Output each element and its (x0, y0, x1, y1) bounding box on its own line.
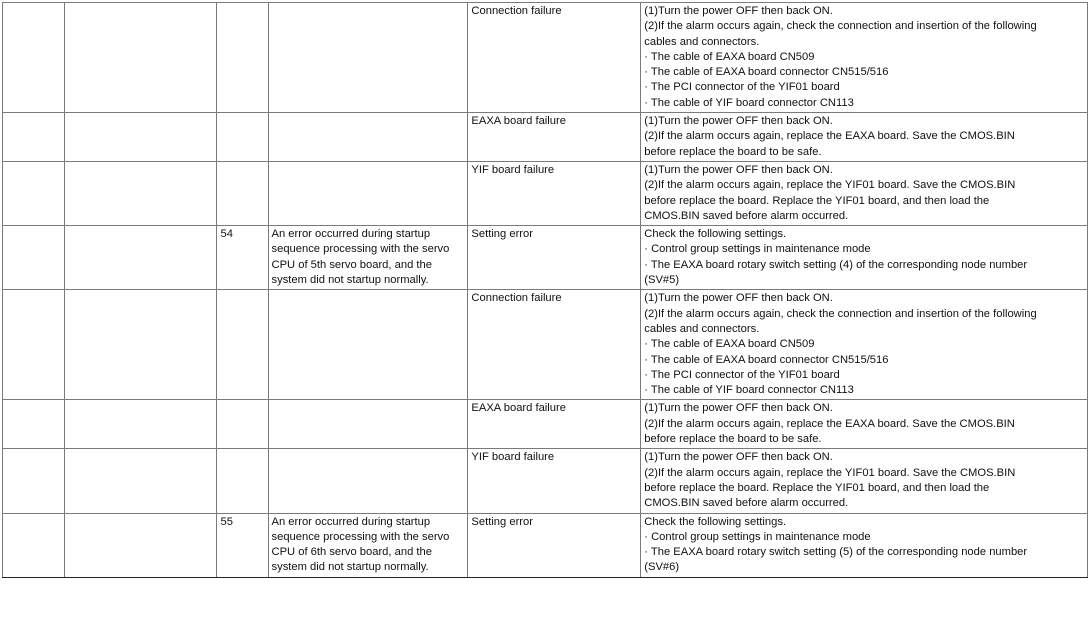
alarm-description: An error occurred during startup sequence processing with the servo CPU of 5th servo board, and the system did not startup normally. (271, 228, 450, 287)
remedy-line: (1)Turn the power OFF then back ON. (644, 451, 833, 464)
remedy-cell (641, 161, 1088, 225)
remedy-line: (1)Turn the power OFF then back ON. (644, 292, 833, 305)
remedy-cell (641, 449, 1088, 513)
remedy-line: (2)If the alarm occurs again, check the connection and insertion of the following (644, 20, 1037, 33)
table-row (3, 400, 1088, 449)
alarm-description: An error occurred during startup sequence processing with the servo CPU of 6th servo board, and the system did not startup normally. (271, 515, 450, 574)
table-row (3, 449, 1088, 513)
alarm-table-body (3, 3, 1088, 578)
blank-cell-b (65, 161, 217, 225)
remedy-line: · The cable of YIF board connector CN113 (644, 96, 854, 109)
remedy-line: before replace the board to be safe. (644, 433, 822, 446)
remedy-cell (641, 3, 1088, 113)
remedy-cell (641, 400, 1088, 449)
alarm-description-cell (268, 161, 468, 225)
alarm-number-cell (217, 400, 268, 449)
table-row (3, 513, 1088, 577)
alarm-description-cell (268, 113, 468, 162)
remedy-line: (2)If the alarm occurs again, replace the EAXA board. Save the CMOS.BIN (644, 130, 1015, 143)
cause-text: YIF board failure (471, 163, 555, 176)
alarm-description-cell (268, 400, 468, 449)
remedy-line: (2)If the alarm occurs again, check the connection and insertion of the following (644, 307, 1037, 320)
alarm-description-cell (268, 449, 468, 513)
remedy-line: · The EAXA board rotary switch setting (5) of the corresponding node number (644, 546, 1028, 559)
blank-cell-b (65, 449, 217, 513)
cause-cell (468, 449, 641, 513)
blank-cell-a (3, 449, 65, 513)
remedy-line: CMOS.BIN saved before alarm occurred. (644, 209, 849, 222)
remedy-line: · The cable of EAXA board CN509 (644, 338, 815, 351)
remedy-line: (2)If the alarm occurs again, replace the YIF01 board. Save the CMOS.BIN (644, 466, 1016, 479)
alarm-number: 55 (220, 515, 233, 528)
alarm-description-cell (268, 513, 468, 577)
alarm-number-cell (217, 161, 268, 225)
blank-cell-b (65, 113, 217, 162)
remedy-line: · The cable of EAXA board CN509 (644, 50, 815, 63)
remedy-line: before replace the board to be safe. (644, 145, 822, 158)
table-row (3, 113, 1088, 162)
remedy-cell (641, 290, 1088, 400)
alarm-description-cell (268, 290, 468, 400)
remedy-line: (1)Turn the power OFF then back ON. (644, 5, 833, 17)
cause-text: EAXA board failure (471, 402, 566, 415)
cause-text: YIF board failure (471, 451, 555, 464)
remedy-line: cables and connectors. (644, 322, 760, 335)
alarm-number: 54 (220, 228, 233, 241)
remedy-line: · The cable of EAXA board connector CN515/516 (644, 66, 889, 79)
remedy-line: cables and connectors. (644, 35, 760, 48)
blank-cell-b (65, 400, 217, 449)
remedy-line: (1)Turn the power OFF then back ON. (644, 115, 833, 128)
remedy-line: Check the following settings. (644, 228, 787, 241)
blank-cell-a (3, 113, 65, 162)
remedy-cell (641, 113, 1088, 162)
remedy-cell (641, 513, 1088, 577)
remedy-line: (1)Turn the power OFF then back ON. (644, 163, 833, 176)
alarm-number-cell (217, 290, 268, 400)
cause-cell (468, 3, 641, 113)
remedy-line: before replace the board. Replace the YIF01 board, and then load the (644, 194, 990, 207)
cause-cell (468, 400, 641, 449)
cause-text: Connection failure (471, 292, 562, 305)
remedy-line: (2)If the alarm occurs again, replace the EAXA board. Save the CMOS.BIN (644, 417, 1015, 430)
blank-cell-a (3, 161, 65, 225)
alarm-number-cell (217, 513, 268, 577)
cause-text: Connection failure (471, 5, 562, 17)
blank-cell-a (3, 226, 65, 290)
remedy-line: (SV#5) (644, 274, 680, 287)
remedy-line: · The PCI connector of the YIF01 board (644, 368, 840, 381)
cause-cell (468, 226, 641, 290)
alarm-description-cell (268, 226, 468, 290)
remedy-line: · The cable of YIF board connector CN113 (644, 384, 854, 397)
cause-cell (468, 513, 641, 577)
alarm-number-cell (217, 449, 268, 513)
cause-cell (468, 113, 641, 162)
remedy-line: · The cable of EAXA board connector CN515/516 (644, 353, 889, 366)
blank-cell-b (65, 290, 217, 400)
cause-text: EAXA board failure (471, 115, 566, 128)
cause-cell (468, 290, 641, 400)
alarm-table (2, 2, 1088, 578)
alarm-description-cell (268, 3, 468, 113)
blank-cell-b (65, 226, 217, 290)
remedy-line: · The PCI connector of the YIF01 board (644, 81, 840, 94)
blank-cell-b (65, 3, 217, 113)
alarm-number-cell (217, 226, 268, 290)
remedy-line: CMOS.BIN saved before alarm occurred. (644, 497, 849, 510)
table-row (3, 3, 1088, 113)
cause-text: Setting error (471, 228, 533, 241)
remedy-line: · Control group settings in maintenance mode (644, 530, 871, 543)
remedy-line: · Control group settings in maintenance mode (644, 243, 871, 256)
remedy-line: (SV#6) (644, 561, 680, 574)
table-row (3, 290, 1088, 400)
remedy-line: Check the following settings. (644, 515, 787, 528)
cause-text: Setting error (471, 515, 533, 528)
remedy-line: (1)Turn the power OFF then back ON. (644, 402, 833, 415)
blank-cell-a (3, 290, 65, 400)
table-row (3, 161, 1088, 225)
table-row (3, 226, 1088, 290)
blank-cell-a (3, 513, 65, 577)
remedy-line: · The EAXA board rotary switch setting (4) of the corresponding node number (644, 258, 1028, 271)
remedy-line: (2)If the alarm occurs again, replace the YIF01 board. Save the CMOS.BIN (644, 179, 1016, 192)
cause-cell (468, 161, 641, 225)
alarm-number-cell (217, 113, 268, 162)
remedy-line: before replace the board. Replace the YIF01 board, and then load the (644, 481, 990, 494)
blank-cell-a (3, 400, 65, 449)
alarm-number-cell (217, 3, 268, 113)
blank-cell-a (3, 3, 65, 113)
remedy-cell (641, 226, 1088, 290)
blank-cell-b (65, 513, 217, 577)
